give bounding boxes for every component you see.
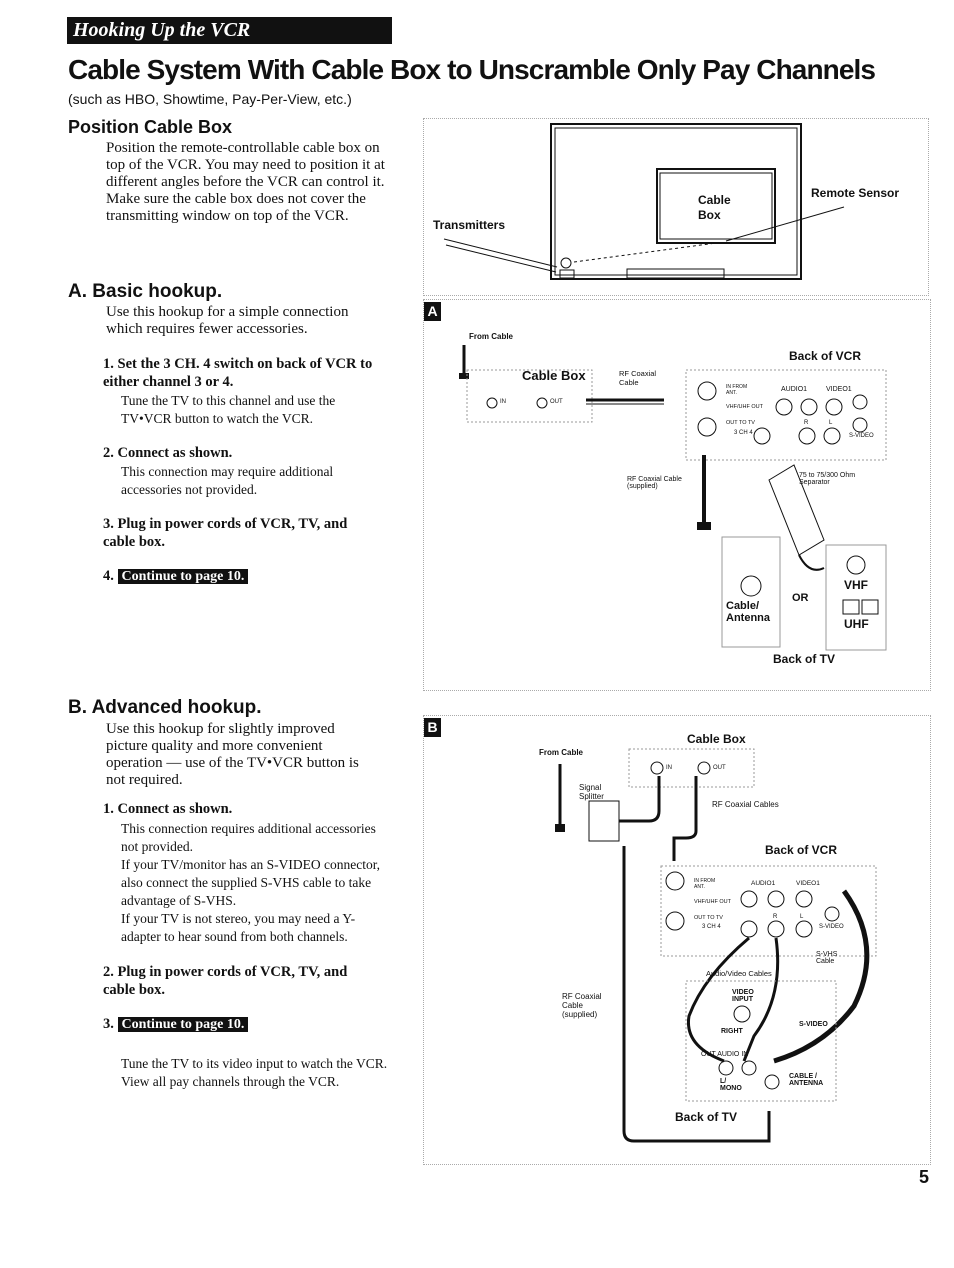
cable-antenna-label: Cable/ Antenna [726, 600, 770, 624]
advanced-intro: Use this hookup for slightly improved picture quality and more convenient operation — use of the TV•VCR button is not required. [106, 721, 359, 788]
out-label: OUT [713, 765, 726, 771]
advanced-step-1: 1. Connect as shown. [103, 801, 233, 817]
rf-coax-label: RF Coaxial Cable [619, 369, 657, 387]
in-from-ant-label: IN FROM ANT. [694, 878, 716, 890]
or-label: OR [792, 592, 809, 604]
out-to-tv-label: OUT TO TV [726, 420, 755, 426]
page-subtitle: (such as HBO, Showtime, Pay-Per-View, etc.) [68, 91, 352, 107]
s-video-label: S-VIDEO [819, 924, 844, 930]
advanced-step-3: 3. Continue to page 10. [103, 1015, 248, 1034]
advanced-step-1-details [121, 820, 393, 946]
advanced-heading: B. Advanced hookup. [68, 697, 262, 718]
from-cable-label: From Cable [539, 748, 584, 757]
l-label: L [800, 914, 804, 920]
basic-step-1-detail: Tune the TV to this channel and use the TV•VCR button to watch the VCR. [121, 393, 336, 426]
position-heading: Position Cable Box [68, 117, 233, 137]
diagram-a-badge: A [424, 302, 441, 321]
in-from-ant-label: IN FROM ANT. [726, 384, 748, 396]
advanced-footer: Tune the TV to its video input to watch the VCR. View all pay channels through the VCR. [121, 1056, 388, 1089]
vhf-uhf-out-label: VHF/UHF OUT [694, 899, 731, 905]
vhf-label: VHF [844, 578, 868, 592]
diagram-a [423, 299, 931, 691]
out-label: OUT [550, 399, 563, 405]
svhs-cable-label: S-VHS Cable [816, 951, 838, 965]
position-diagram [423, 118, 929, 296]
basic-step-1: 1. Set the 3 CH. 4 switch on back of VCR to either channel 3 or 4. [103, 356, 373, 390]
advanced-step-2: 2. Plug in power cords of VCR, TV, and cable box. [103, 964, 348, 998]
detail-text: This connection requires additional accessories not provided. [121, 821, 376, 854]
transmitters-label: Transmitters [433, 218, 506, 232]
page-title: Cable System With Cable Box to Unscramble Only Pay Channels [68, 54, 876, 85]
in-label: IN [666, 765, 672, 771]
r-label: R [773, 914, 778, 920]
position-body: Position the remote-controllable cable box on top of the VCR. You may need to position it at different angles before the VCR can control it. Make sure the cable box does not cover the transmitting window on top of the VCR. [106, 140, 385, 224]
out-to-tv-label: OUT TO TV [694, 915, 723, 921]
video1-label: VIDEO1 [796, 880, 820, 887]
basic-step-3: 3. Plug in power cords of VCR, TV, and cable box. [103, 516, 348, 550]
cable-antenna-label: CABLE / ANTENNA [789, 1073, 824, 1087]
ch-switch-label: 3 CH 4 [734, 430, 753, 436]
back-of-tv-label: Back of TV [773, 652, 836, 666]
tv-s-video-label: S-VIDEO [799, 1021, 828, 1028]
audio1-label: AUDIO1 [751, 880, 776, 887]
l-mono-label: L/ MONO [720, 1078, 742, 1092]
rf-coax-supplied-label: RF Coaxial Cable (supplied) [627, 476, 682, 490]
out-audio-in-label: OUT AUDIO IN [701, 1051, 749, 1058]
back-of-tv-label: Back of TV [675, 1110, 738, 1124]
continue-link[interactable]: Continue to page 10. [118, 1017, 249, 1032]
page-number: 5 [918, 1167, 929, 1187]
diagram-b-badge: B [424, 718, 441, 737]
detail-text: If your TV/monitor has an S-VIDEO connector, also connect the supplied S-VHS cable to take advantage of S-VHS. [121, 857, 381, 908]
in-label: IN [500, 399, 506, 405]
diagram-b-illustration [424, 716, 930, 1164]
cable-box-label: Cable Box [687, 732, 746, 746]
basic-intro: Use this hookup for a simple connection which requires fewer accessories. [106, 304, 349, 337]
vcr-cablebox-illustration [424, 119, 928, 295]
section-header: Hooking Up the VCR [67, 17, 392, 44]
basic-step-2-detail: This connection may require additional accessories not provided. [121, 464, 334, 497]
basic-step-2: 2. Connect as shown. [103, 445, 233, 461]
r-label: R [804, 420, 809, 426]
uhf-label: UHF [844, 617, 869, 631]
rf-coax-supplied-label: RF Coaxial Cable (supplied) [562, 992, 602, 1019]
cable-box-label: Cable Box [522, 368, 586, 383]
cable-box-label: Cable Box [698, 193, 731, 222]
from-cable-label: From Cable [469, 332, 514, 341]
l-label: L [829, 420, 833, 426]
video1-label: VIDEO1 [826, 386, 852, 393]
remote-sensor-label: Remote Sensor [811, 186, 900, 200]
continue-link[interactable]: Continue to page 10. [118, 569, 249, 584]
signal-splitter-label: Signal Splitter [579, 783, 604, 801]
vhf-uhf-out-label: VHF/UHF OUT [726, 404, 763, 410]
av-cables-label: Audio/Video Cables [706, 969, 772, 978]
ch-switch-label: 3 CH 4 [702, 924, 721, 930]
back-of-vcr-label: Back of VCR [765, 843, 838, 857]
basic-heading: A. Basic hookup. [68, 281, 223, 302]
s-video-label: S-VIDEO [849, 433, 874, 439]
rf-coax-cables-label: RF Coaxial Cables [712, 800, 779, 809]
video-input-label: VIDEO INPUT [732, 989, 754, 1003]
separator-label: 75 to 75/300 Ohm Separator [799, 472, 856, 486]
diagram-b [423, 715, 931, 1165]
right-label: RIGHT [721, 1028, 743, 1035]
back-of-vcr-label: Back of VCR [789, 349, 862, 363]
audio1-label: AUDIO1 [781, 386, 808, 393]
detail-text: If your TV is not stereo, you may need a Y-adapter to hear sound from both channels. [121, 911, 356, 944]
basic-step-4: 4. Continue to page 10. [103, 567, 248, 586]
